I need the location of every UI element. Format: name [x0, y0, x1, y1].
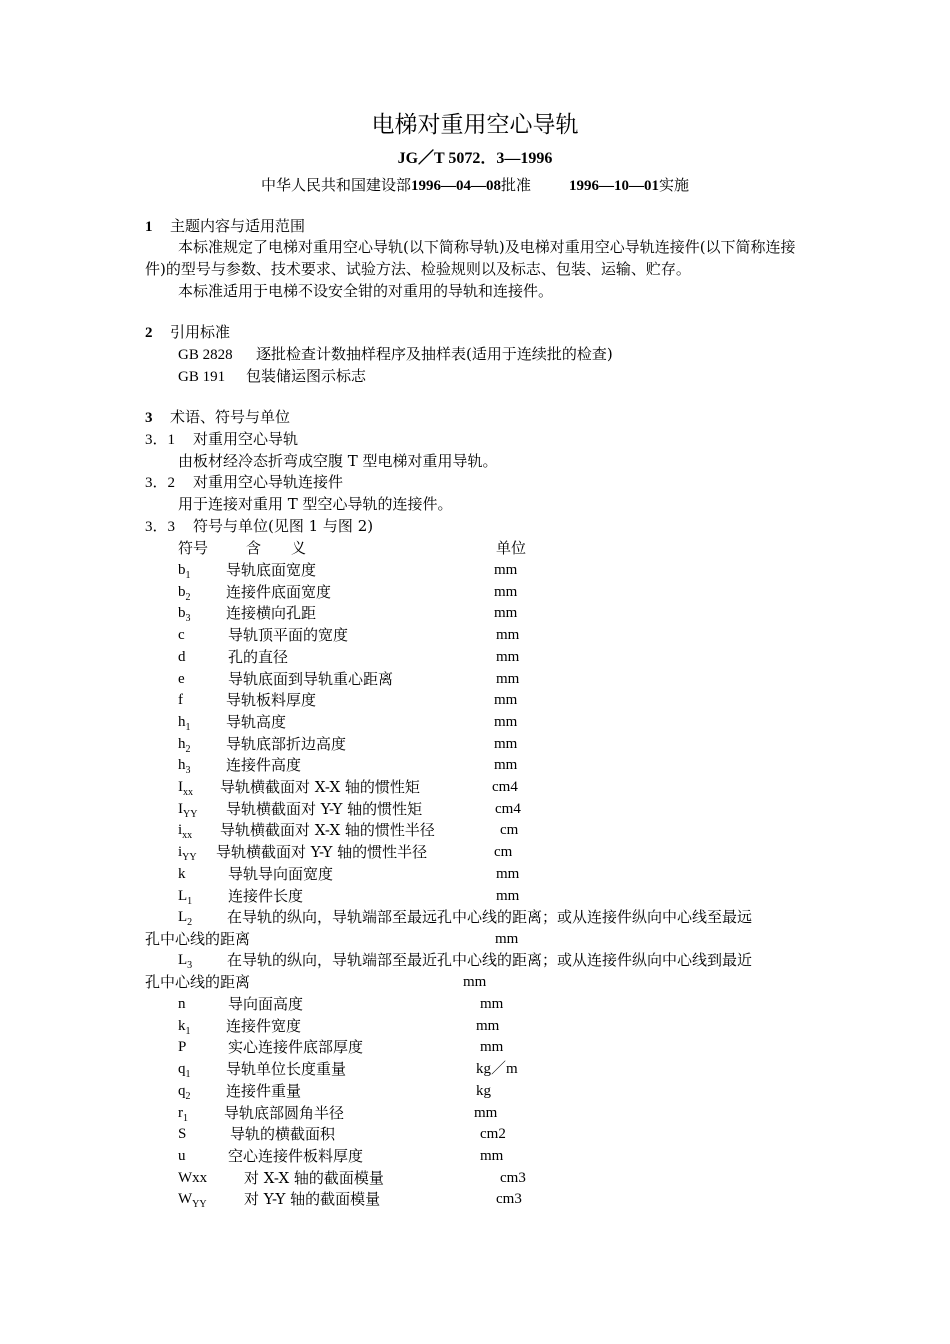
subsection-number: 3．3 [145, 519, 176, 535]
symbol-unit: mm [494, 605, 518, 622]
reference-item [178, 366, 848, 387]
subsection-3-1-heading [145, 429, 815, 450]
symbol-unit: kg [476, 1082, 491, 1099]
symbol-unit: mm [480, 996, 504, 1012]
symbol-unit: mm [476, 1017, 500, 1034]
subsection-3-1-text: 由板材经冷态折弯成空腹 T 型电梯对重用导轨。 [178, 452, 498, 470]
symbol: $L_3$ [178, 952, 193, 971]
symbol: P [178, 1039, 187, 1056]
symbol-row [178, 755, 578, 777]
symbol: S [178, 1126, 187, 1143]
symbol: $i_{YY}$ [178, 844, 197, 864]
reference-item [178, 344, 848, 365]
symbol-row [178, 799, 578, 821]
symbol-meaning: 连接件宽度 [226, 1016, 302, 1035]
symbol-meaning: 在导轨的纵向，导轨端部至最近孔中心线的距离；或从连接件纵向中心线到最近 [227, 951, 753, 969]
symbol-row [178, 1059, 578, 1081]
symbol-row [178, 712, 578, 734]
symbol-row [178, 1081, 578, 1103]
symbol-meaning: 导轨板料厚度 [226, 691, 317, 710]
subsection-number: 3．2 [145, 475, 176, 491]
issuer: 中华人民共和国建设部 [260, 176, 411, 194]
symbol-unit: mm [496, 670, 520, 687]
symbol-row [178, 820, 578, 842]
symbol: $h_3$ [178, 757, 191, 777]
symbol-row [178, 1189, 578, 1211]
standard-code: JG／T 5072．3—1996 [397, 150, 553, 167]
symbol-meaning: 导轨底面到导轨重心距离 [228, 669, 394, 688]
symbol: f [178, 692, 183, 709]
symbol-row [178, 690, 578, 712]
symbol-unit: cm3 [496, 1191, 522, 1208]
symbol: e [178, 670, 185, 687]
symbol-row [178, 842, 578, 864]
section-number: 3 [145, 410, 153, 426]
implement-date: 1996—10—01 [569, 178, 659, 194]
symbol-unit: cm [500, 822, 519, 839]
header-meaning: 含 义 [246, 539, 307, 557]
symbol-meaning: 空心连接件板料厚度 [228, 1146, 364, 1165]
symbol: $q_2$ [178, 1082, 191, 1102]
symbol: $I_{xx}$ [178, 779, 193, 798]
implement-label: 实施 [659, 176, 690, 194]
symbol-unit: mm [496, 648, 520, 665]
symbol-meaning: 导轨导向面宽度 [228, 864, 334, 883]
reference-code: GB 191 [178, 369, 226, 385]
section-number: 1 [145, 219, 153, 235]
symbol-table-header [178, 538, 578, 560]
symbol-unit: cm4 [492, 779, 518, 795]
symbol-row [178, 560, 578, 582]
symbol-meaning: 连接件高度 [226, 756, 302, 775]
section-1-para-2: 本标准适用于电梯不设安全钳的对重用的导轨和连接件。 [178, 282, 554, 300]
symbol: c [178, 627, 185, 644]
reference-code: GB 2828 [178, 347, 233, 363]
symbol-row [178, 886, 578, 908]
symbol-meaning: 孔的直径 [228, 647, 289, 666]
section-2-heading [145, 322, 815, 343]
symbol-unit: mm [494, 713, 518, 730]
header-symbol: 符号 [178, 539, 209, 557]
symbol-meaning: 对 X-X 轴的截面模量 [244, 1168, 384, 1187]
symbol-meaning: 导轨的横截面积 [230, 1125, 336, 1144]
subsection-3-2-text: 用于连接对重用 T 型空心导轨的连接件。 [178, 495, 453, 513]
symbol: $b_2$ [178, 583, 191, 603]
symbol-row [178, 864, 578, 886]
symbol-row-continuation [145, 929, 545, 949]
symbol: $I_{YY}$ [178, 800, 198, 820]
symbol-unit: mm [494, 692, 518, 709]
symbol: k [178, 865, 186, 882]
symbol-row [178, 1103, 578, 1125]
symbol-row [178, 734, 578, 756]
section-1-heading [145, 216, 815, 237]
section-number: 2 [145, 325, 153, 341]
subsection-number: 3．1 [145, 432, 176, 448]
approval-line [0, 175, 950, 196]
symbol-unit: mm [480, 1039, 504, 1056]
section-title: 引用标准 [170, 323, 231, 341]
symbol: Wxx [178, 1169, 208, 1186]
symbol: $b_1$ [178, 562, 191, 581]
symbol-row [178, 907, 818, 929]
symbol-meaning: 导向面高度 [228, 995, 304, 1013]
symbol: $h_1$ [178, 713, 191, 733]
symbol: $r_1$ [178, 1104, 188, 1124]
approve-date: 1996—04—08 [410, 178, 501, 194]
symbol: $b_3$ [178, 605, 191, 625]
symbol-row [178, 1168, 578, 1190]
symbol-meaning-cont: 孔中心线的距离 [145, 973, 251, 991]
symbol-meaning: 对 Y-Y 轴的截面模量 [244, 1190, 381, 1209]
symbol-unit: mm [480, 1147, 504, 1164]
symbol-row [178, 603, 578, 625]
symbol-unit: mm [463, 974, 487, 990]
symbol-row [178, 777, 578, 799]
symbol-unit: mm [496, 887, 520, 904]
symbol-unit: mm [494, 562, 518, 578]
symbol-unit: mm [495, 931, 519, 947]
symbol-meaning: 连接件底面宽度 [226, 582, 332, 601]
symbol: $q_1$ [178, 1061, 191, 1081]
symbol: d [178, 648, 186, 665]
symbol: $i_{xx}$ [178, 822, 193, 842]
symbol-row [178, 994, 578, 1016]
symbol-meaning: 连接件重量 [226, 1081, 302, 1100]
symbol: n [178, 996, 186, 1012]
symbol-unit: mm [496, 865, 520, 882]
section-title: 主题内容与适用范围 [170, 217, 306, 235]
symbol-meaning: 导轨单位长度重量 [226, 1060, 347, 1079]
symbol-row [178, 1124, 578, 1146]
symbol-meaning: 导轨底部折边高度 [226, 734, 347, 753]
symbol-meaning: 导轨顶平面的宽度 [228, 626, 349, 645]
symbol-row [178, 625, 578, 647]
symbol-meaning: 导轨横截面对 Y-Y 轴的惯性矩 [226, 799, 423, 818]
symbol-unit: mm [494, 583, 518, 600]
subsection-title: 对重用空心导轨 [193, 430, 299, 448]
symbol-meaning-cont: 孔中心线的距离 [145, 930, 251, 948]
subsection-title: 符号与单位(见图 1 与图 2) [193, 517, 374, 535]
symbol-meaning: 实心连接件底部厚度 [228, 1038, 364, 1057]
symbol-unit: cm4 [495, 800, 521, 817]
section-1-para-1: 本标准规定了电梯对重用空心导轨(以下简称导轨)及电梯对重用空心导轨连接件(以下简称连接件)的型号与参数、技术要求、试验方法、检验规则以及标志、包装、运输、贮存。 [145, 238, 796, 278]
symbol-unit: mm [496, 627, 520, 644]
symbol-row [178, 582, 578, 604]
symbol: $L_2$ [178, 909, 193, 928]
symbol-unit: mm [494, 757, 518, 774]
symbol-row [178, 1016, 578, 1038]
symbol-meaning: 导轨底面宽度 [226, 561, 317, 579]
symbol-unit: kg／m [476, 1061, 518, 1078]
section-3-heading [145, 407, 815, 428]
document-title: 电梯对重用空心导轨 [371, 112, 579, 138]
symbol-unit: mm [494, 735, 518, 752]
symbol-meaning: 导轨底部圆角半径 [224, 1103, 345, 1122]
symbol: $L_1$ [178, 887, 193, 907]
symbol-meaning: 在导轨的纵向，导轨端部至最远孔中心线的距离；或从连接件纵向中心线至最远 [227, 908, 753, 926]
symbol-meaning: 导轨横截面对 Y-Y 轴的惯性半径 [216, 843, 428, 862]
reference-text: 包装储运图示标志 [246, 367, 367, 385]
symbol-row [178, 1146, 578, 1168]
symbol: u [178, 1147, 186, 1164]
symbol-row [178, 647, 578, 669]
symbol-meaning: 连接横向孔距 [226, 604, 317, 623]
symbol: $W_{YY}$ [178, 1191, 207, 1211]
subsection-3-3-heading [145, 516, 815, 537]
symbol: $k_1$ [178, 1017, 191, 1037]
symbol-meaning: 导轨横截面对 X-X 轴的惯性矩 [220, 778, 420, 796]
symbol-meaning: 连接件长度 [228, 886, 304, 905]
symbol-unit: cm3 [500, 1169, 526, 1186]
symbol-meaning: 导轨横截面对 X-X 轴的惯性半径 [220, 821, 435, 840]
section-title: 术语、符号与单位 [170, 408, 291, 426]
symbol-row [178, 669, 578, 691]
subsection-3-2-heading [145, 472, 815, 493]
symbol-row-continuation [145, 972, 545, 992]
approve-label: 批准 [500, 176, 531, 194]
subsection-title: 对重用空心导轨连接件 [193, 473, 344, 491]
reference-text: 逐批检查计数抽样程序及抽样表(适用于连续批的检查) [256, 345, 613, 363]
symbol-unit: cm [494, 844, 513, 861]
symbol-row [178, 950, 818, 972]
symbol-unit: mm [474, 1104, 498, 1121]
symbol-row [178, 1037, 578, 1059]
symbol-meaning: 导轨高度 [226, 712, 287, 731]
header-unit: 单位 [496, 539, 527, 557]
symbol: $h_2$ [178, 735, 191, 755]
symbol-unit: cm2 [480, 1126, 506, 1143]
